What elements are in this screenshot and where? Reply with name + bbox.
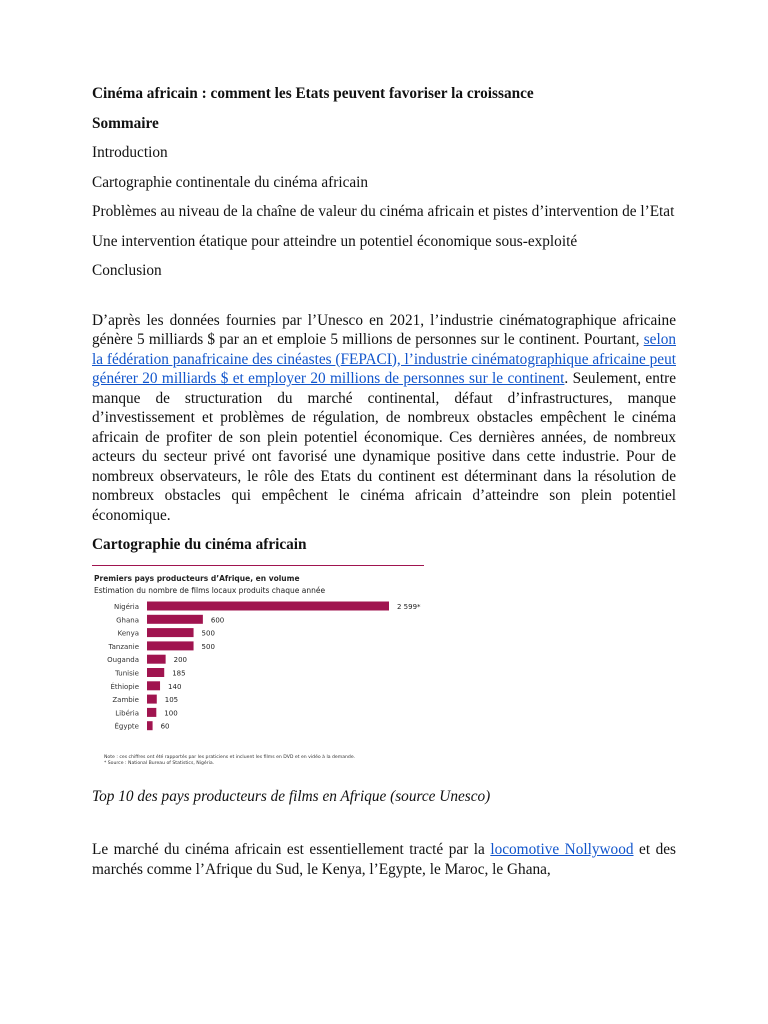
toc-item-conclusion: Conclusion	[92, 262, 162, 279]
chart-bar	[147, 681, 160, 690]
chart-category-label: Libéria	[115, 708, 139, 717]
chart-bar	[147, 668, 164, 677]
chart-category-label: Ghana	[116, 615, 139, 624]
intro-text-start: D’après les données fournies par l’Unesco en 2021, l’industrie cinématographique africaine génère 5 milliards $ par an et emploie 5 millions de personnes sur le continent. Pourtant,	[92, 311, 676, 348]
chart-value-label: 60	[160, 722, 170, 731]
chart-title: Premiers pays producteurs d’Afrique, en volume	[94, 573, 300, 583]
chart-bar	[147, 654, 166, 663]
chart-category-label: Tanzanie	[108, 642, 139, 651]
chart-bar	[147, 641, 194, 650]
chart-bar	[147, 614, 203, 623]
market-text-start: Le marché du cinéma africain est essentiellement tracté par la	[92, 841, 491, 858]
chart-caption: Top 10 des pays producteurs de films en Afrique (source Unesco)	[92, 787, 491, 805]
chart-value-label: 500	[201, 642, 215, 651]
market-text-end: et des marchés comme l’Afrique du Sud, le Kenya, l’Egypte, le Maroc, le Ghana,	[92, 841, 676, 878]
section-heading-cartographie: Cartographie du cinéma africain	[92, 536, 307, 553]
chart-bar	[147, 628, 194, 637]
chart-value-label: 140	[168, 682, 182, 691]
document-title: Cinéma africain : comment les Etats peuvent favoriser la croissance	[92, 85, 534, 102]
chart-source: * Source : National Bureau of Statistics, Nigéria.	[104, 760, 215, 766]
chart-value-label: 105	[164, 695, 179, 704]
chart-subtitle: Estimation du nombre de films locaux produits chaque année	[94, 585, 326, 595]
chart-bar	[147, 707, 156, 716]
toc-heading: Sommaire	[92, 114, 159, 132]
fepaci-link[interactable]: selon la fédération panafricaine des cinéastes (FEPACI), l’industrie cinématographique africaine peut générer 20 milliards $ et employer 20 millions de personnes sur le continent	[92, 331, 676, 387]
chart-category-label: Ouganda	[107, 655, 139, 664]
document-body	[92, 84, 676, 889]
toc-item-problemes: Problèmes au niveau de la chaîne de valeur du cinéma africain et pistes d’intervention de l’Etat	[92, 203, 675, 220]
chart-category-label: Tunisie	[115, 669, 139, 677]
chart-category-label: Kenya	[117, 629, 139, 638]
intro-text-end: . Seulement, entre manque de structuration du marché continental, défaut d’infrastructures, manque d’investissement et problèmes de régulation, de nombreux obstacles empêchent le cinéma africain de profiter de son plein potentiel économique. Ces dernières années, de nombreux acteurs du secteur privé ont favorisé une dynamique positive dans cette industrie. Pour de nombreux observateurs, le rôle des Etats du continent est déterminant dans la résolution de nombreux obstacles qui empêchent le cinéma africain d’atteindre son plein potentiel économique.	[92, 370, 676, 524]
nollywood-link[interactable]: locomotive Nollywood	[490, 841, 634, 858]
toc-item-introduction: Introduction	[92, 144, 168, 161]
chart-value-label: 600	[210, 615, 225, 624]
chart-category-label: Zambie	[112, 695, 139, 704]
chart-note: Note : ces chiffres ont été rapportés par les praticiens et incluent les films en DVD et en vidéo à la demande.	[104, 754, 356, 760]
toc-item-intervention: Une intervention étatique pour atteindre un potentiel économique sous-exploité	[92, 232, 578, 250]
chart-category-label: Nigéria	[113, 602, 139, 611]
chart-category-label: Éthiopie	[110, 682, 139, 691]
chart-bar	[147, 721, 153, 730]
chart-bar	[147, 694, 157, 703]
chart-value-label: 185	[172, 669, 186, 677]
intro-paragraph	[92, 311, 676, 526]
market-paragraph	[92, 840, 676, 879]
chart-value-label: 2 599*	[397, 602, 421, 611]
chart-top-rule	[92, 565, 424, 566]
chart-value-label: 200	[173, 655, 187, 664]
toc-item-cartographie: Cartographie continentale du cinéma africain	[92, 173, 369, 191]
chart-value-label: 500	[201, 629, 215, 638]
chart-bar	[147, 601, 389, 610]
chart-category-label: Égypte	[114, 722, 139, 731]
chart-value-label: 100	[164, 708, 178, 717]
chart-plot	[92, 595, 462, 747]
producers-chart	[92, 565, 462, 775]
